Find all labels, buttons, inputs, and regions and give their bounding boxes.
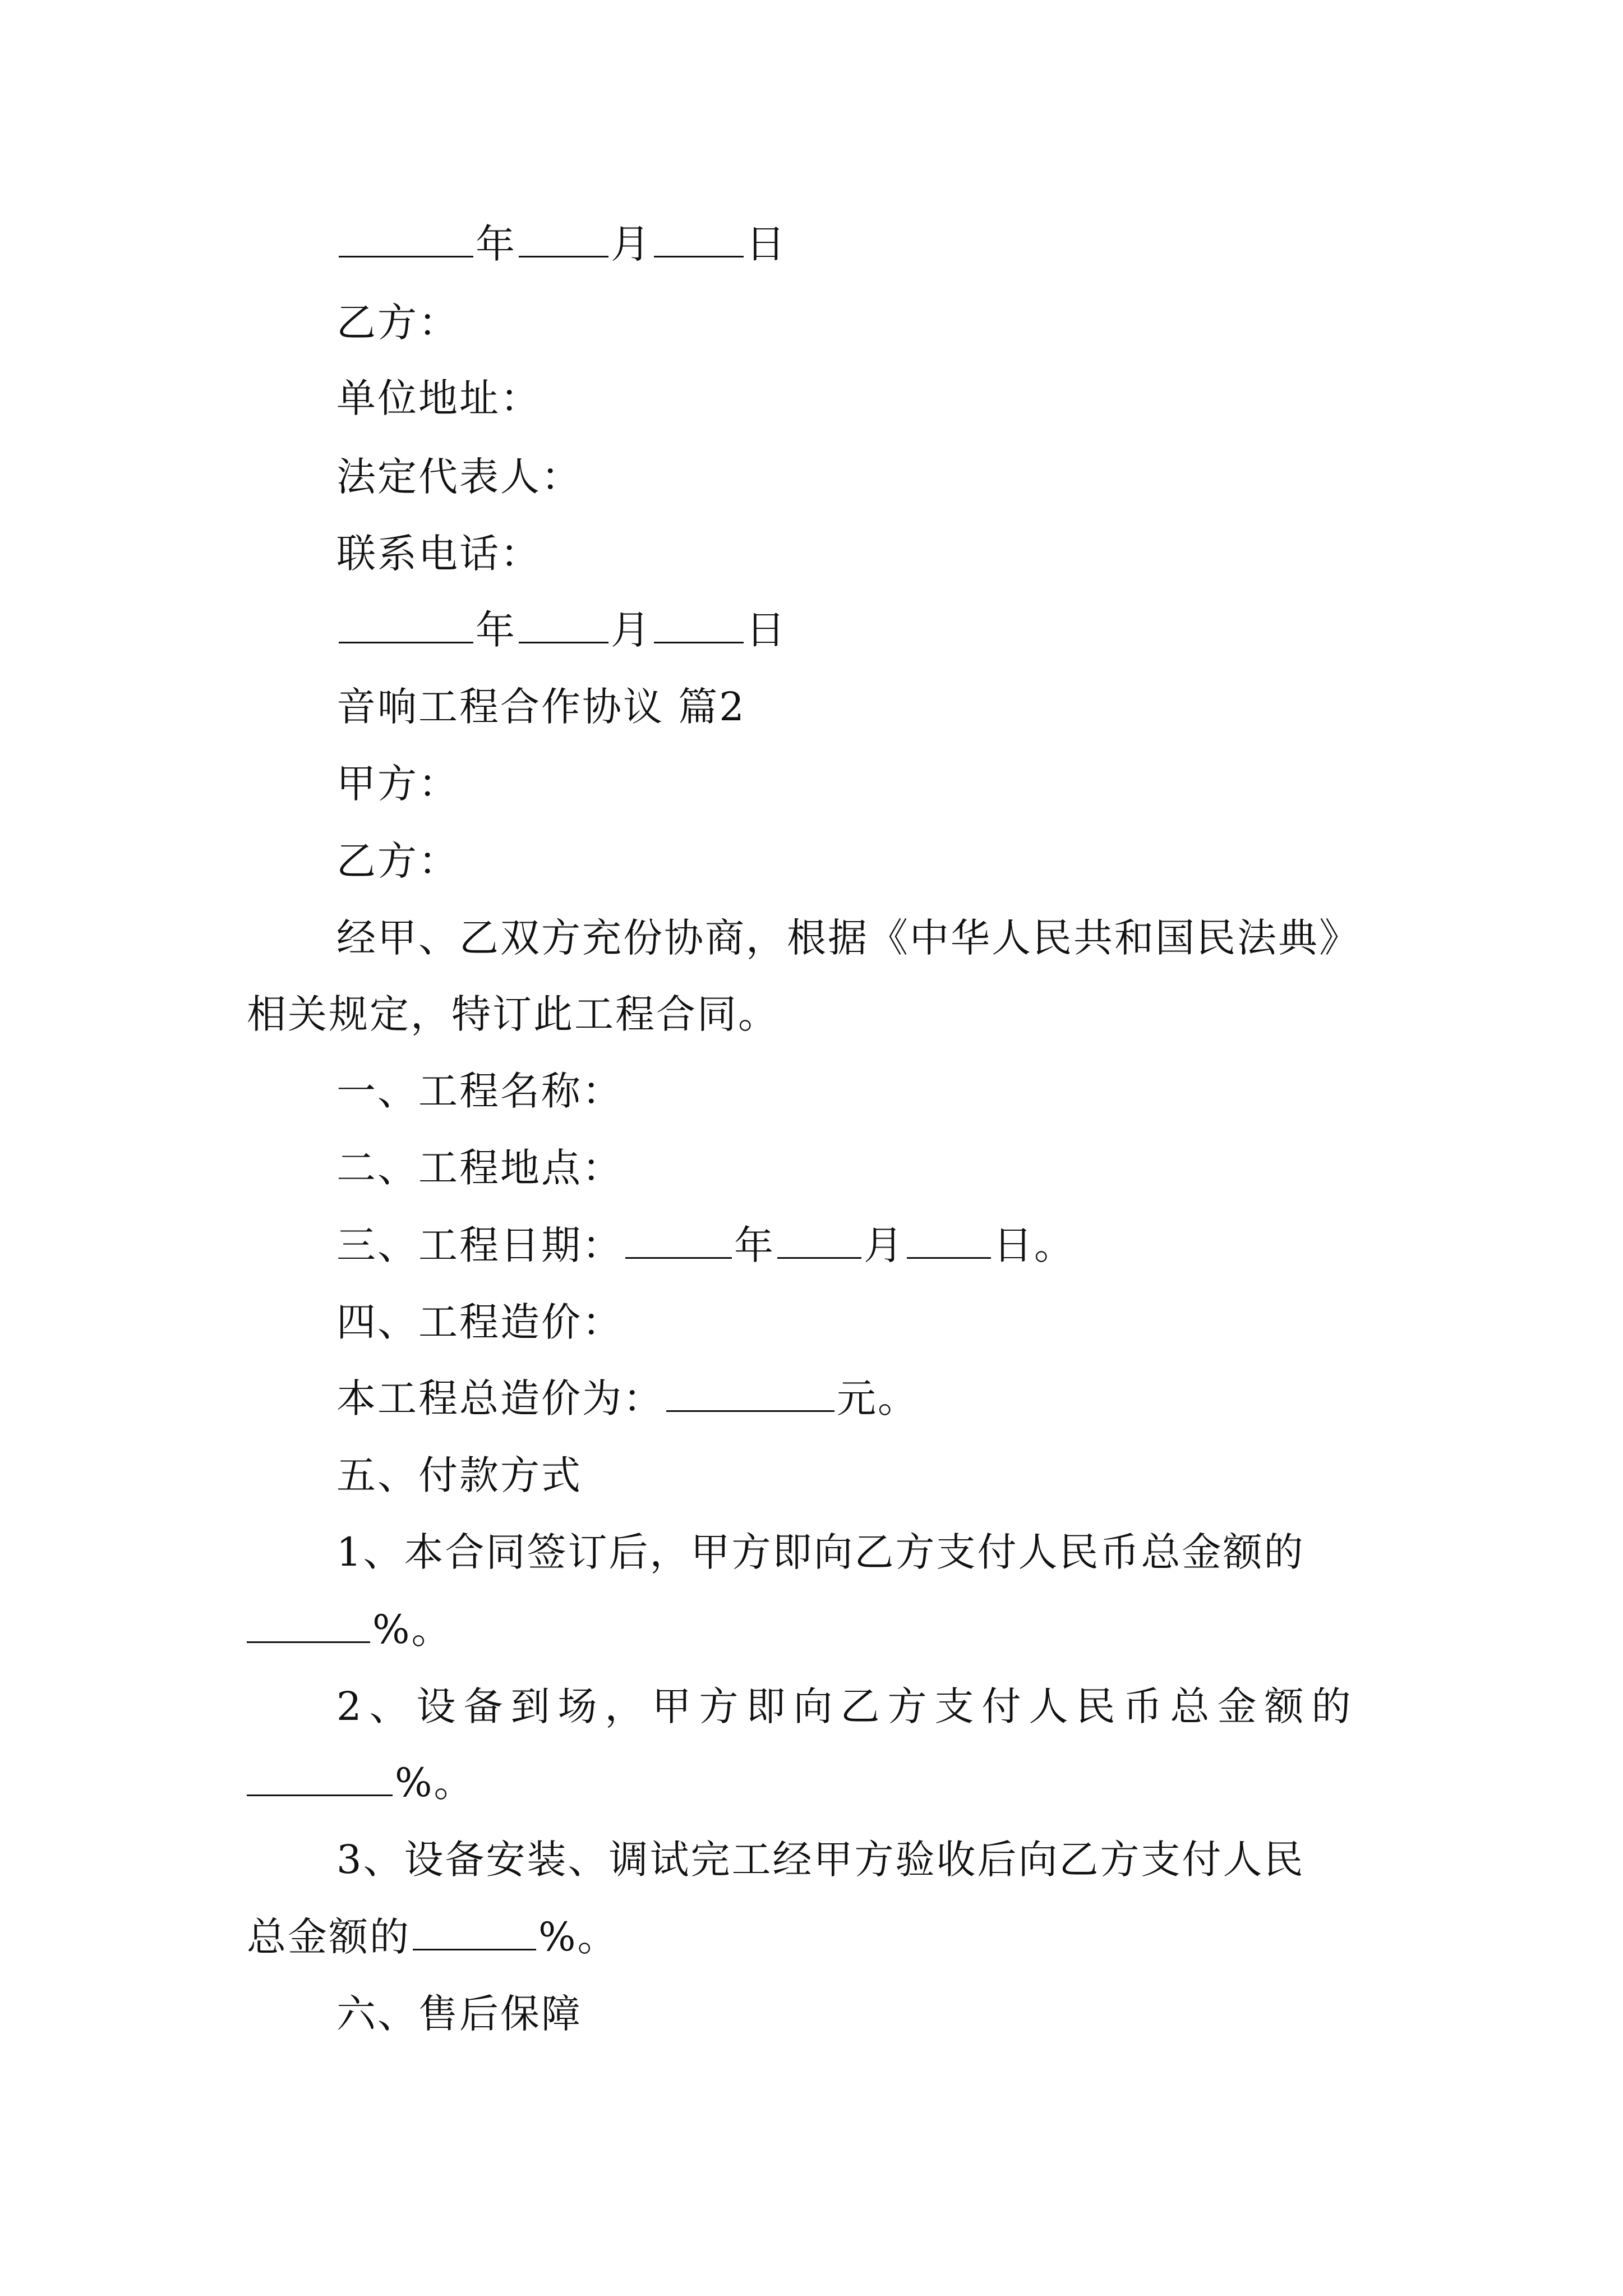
blank-month	[519, 607, 608, 643]
blank-percent	[247, 1607, 370, 1643]
total-cost-suffix: 元。	[837, 1375, 919, 1421]
blank-day	[907, 1222, 991, 1259]
payment-2-line-2	[247, 1755, 475, 1811]
year-label: 年	[734, 1222, 775, 1268]
intro-line-1: 经甲、乙双方充份协商，根据《中华人民共和国民法典》	[336, 915, 1360, 961]
blank-month	[777, 1222, 861, 1259]
item-after-sales: 六、售后保障	[336, 1991, 582, 2037]
payment-1-line-2	[247, 1602, 453, 1658]
item-project-location: 二、工程地点：	[336, 1145, 623, 1191]
party-b-label: 乙方：	[336, 300, 459, 346]
blank-day	[654, 221, 744, 257]
day-label: 日	[746, 607, 787, 653]
intro-line-2: 相关规定，特订此工程合同。	[247, 991, 779, 1037]
percent-suffix: %。	[372, 1607, 453, 1653]
day-label: 日	[746, 221, 787, 267]
contact-phone: 联系电话：	[336, 531, 541, 577]
day-label: 日。	[993, 1222, 1075, 1268]
party-a-label: 甲方：	[336, 761, 459, 807]
year-label: 年	[476, 221, 517, 267]
item-project-cost: 四、工程造价：	[336, 1299, 623, 1345]
section-heading: 音响工程合作协议 篇2	[336, 684, 746, 730]
percent-suffix: %。	[538, 1914, 619, 1960]
blank-month	[519, 221, 608, 257]
item-project-name: 一、工程名称：	[336, 1068, 623, 1114]
blank-amount	[666, 1375, 834, 1412]
blank-day	[654, 607, 744, 643]
blank-year	[625, 1222, 732, 1259]
year-label: 年	[476, 607, 517, 653]
total-cost-prefix: 本工程总造价为：	[336, 1375, 664, 1421]
payment-3-line-2	[247, 1909, 619, 1965]
payment-3-prefix: 总金额的	[247, 1914, 411, 1960]
item-payment-method: 五、付款方式	[336, 1452, 582, 1498]
percent-suffix: %。	[395, 1760, 475, 1806]
date-line-top	[336, 216, 787, 272]
total-cost-line	[336, 1370, 919, 1427]
payment-3-line-1: 3、设备安装、调试完工经甲方验收后向乙方支付人民	[336, 1837, 1305, 1883]
payment-1-line-1: 1、本合同签订后，甲方即向乙方支付人民币总金额的	[336, 1529, 1305, 1575]
blank-percent	[413, 1914, 536, 1950]
blank-year	[339, 221, 473, 257]
item-project-date	[336, 1217, 1075, 1273]
date-line-party-b	[336, 602, 787, 658]
month-label: 月	[611, 607, 652, 653]
unit-address: 单位地址：	[336, 375, 541, 421]
month-label: 月	[864, 1222, 905, 1268]
blank-year	[339, 607, 473, 643]
legal-representative: 法定代表人：	[336, 454, 582, 500]
party-b-label-2: 乙方：	[336, 838, 459, 884]
blank-percent	[247, 1760, 393, 1796]
project-date-prefix: 三、工程日期：	[336, 1222, 623, 1268]
month-label: 月	[611, 221, 652, 267]
payment-2-line-1: 2、设备到场，甲方即向乙方支付人民币总金额的	[336, 1683, 1359, 1729]
